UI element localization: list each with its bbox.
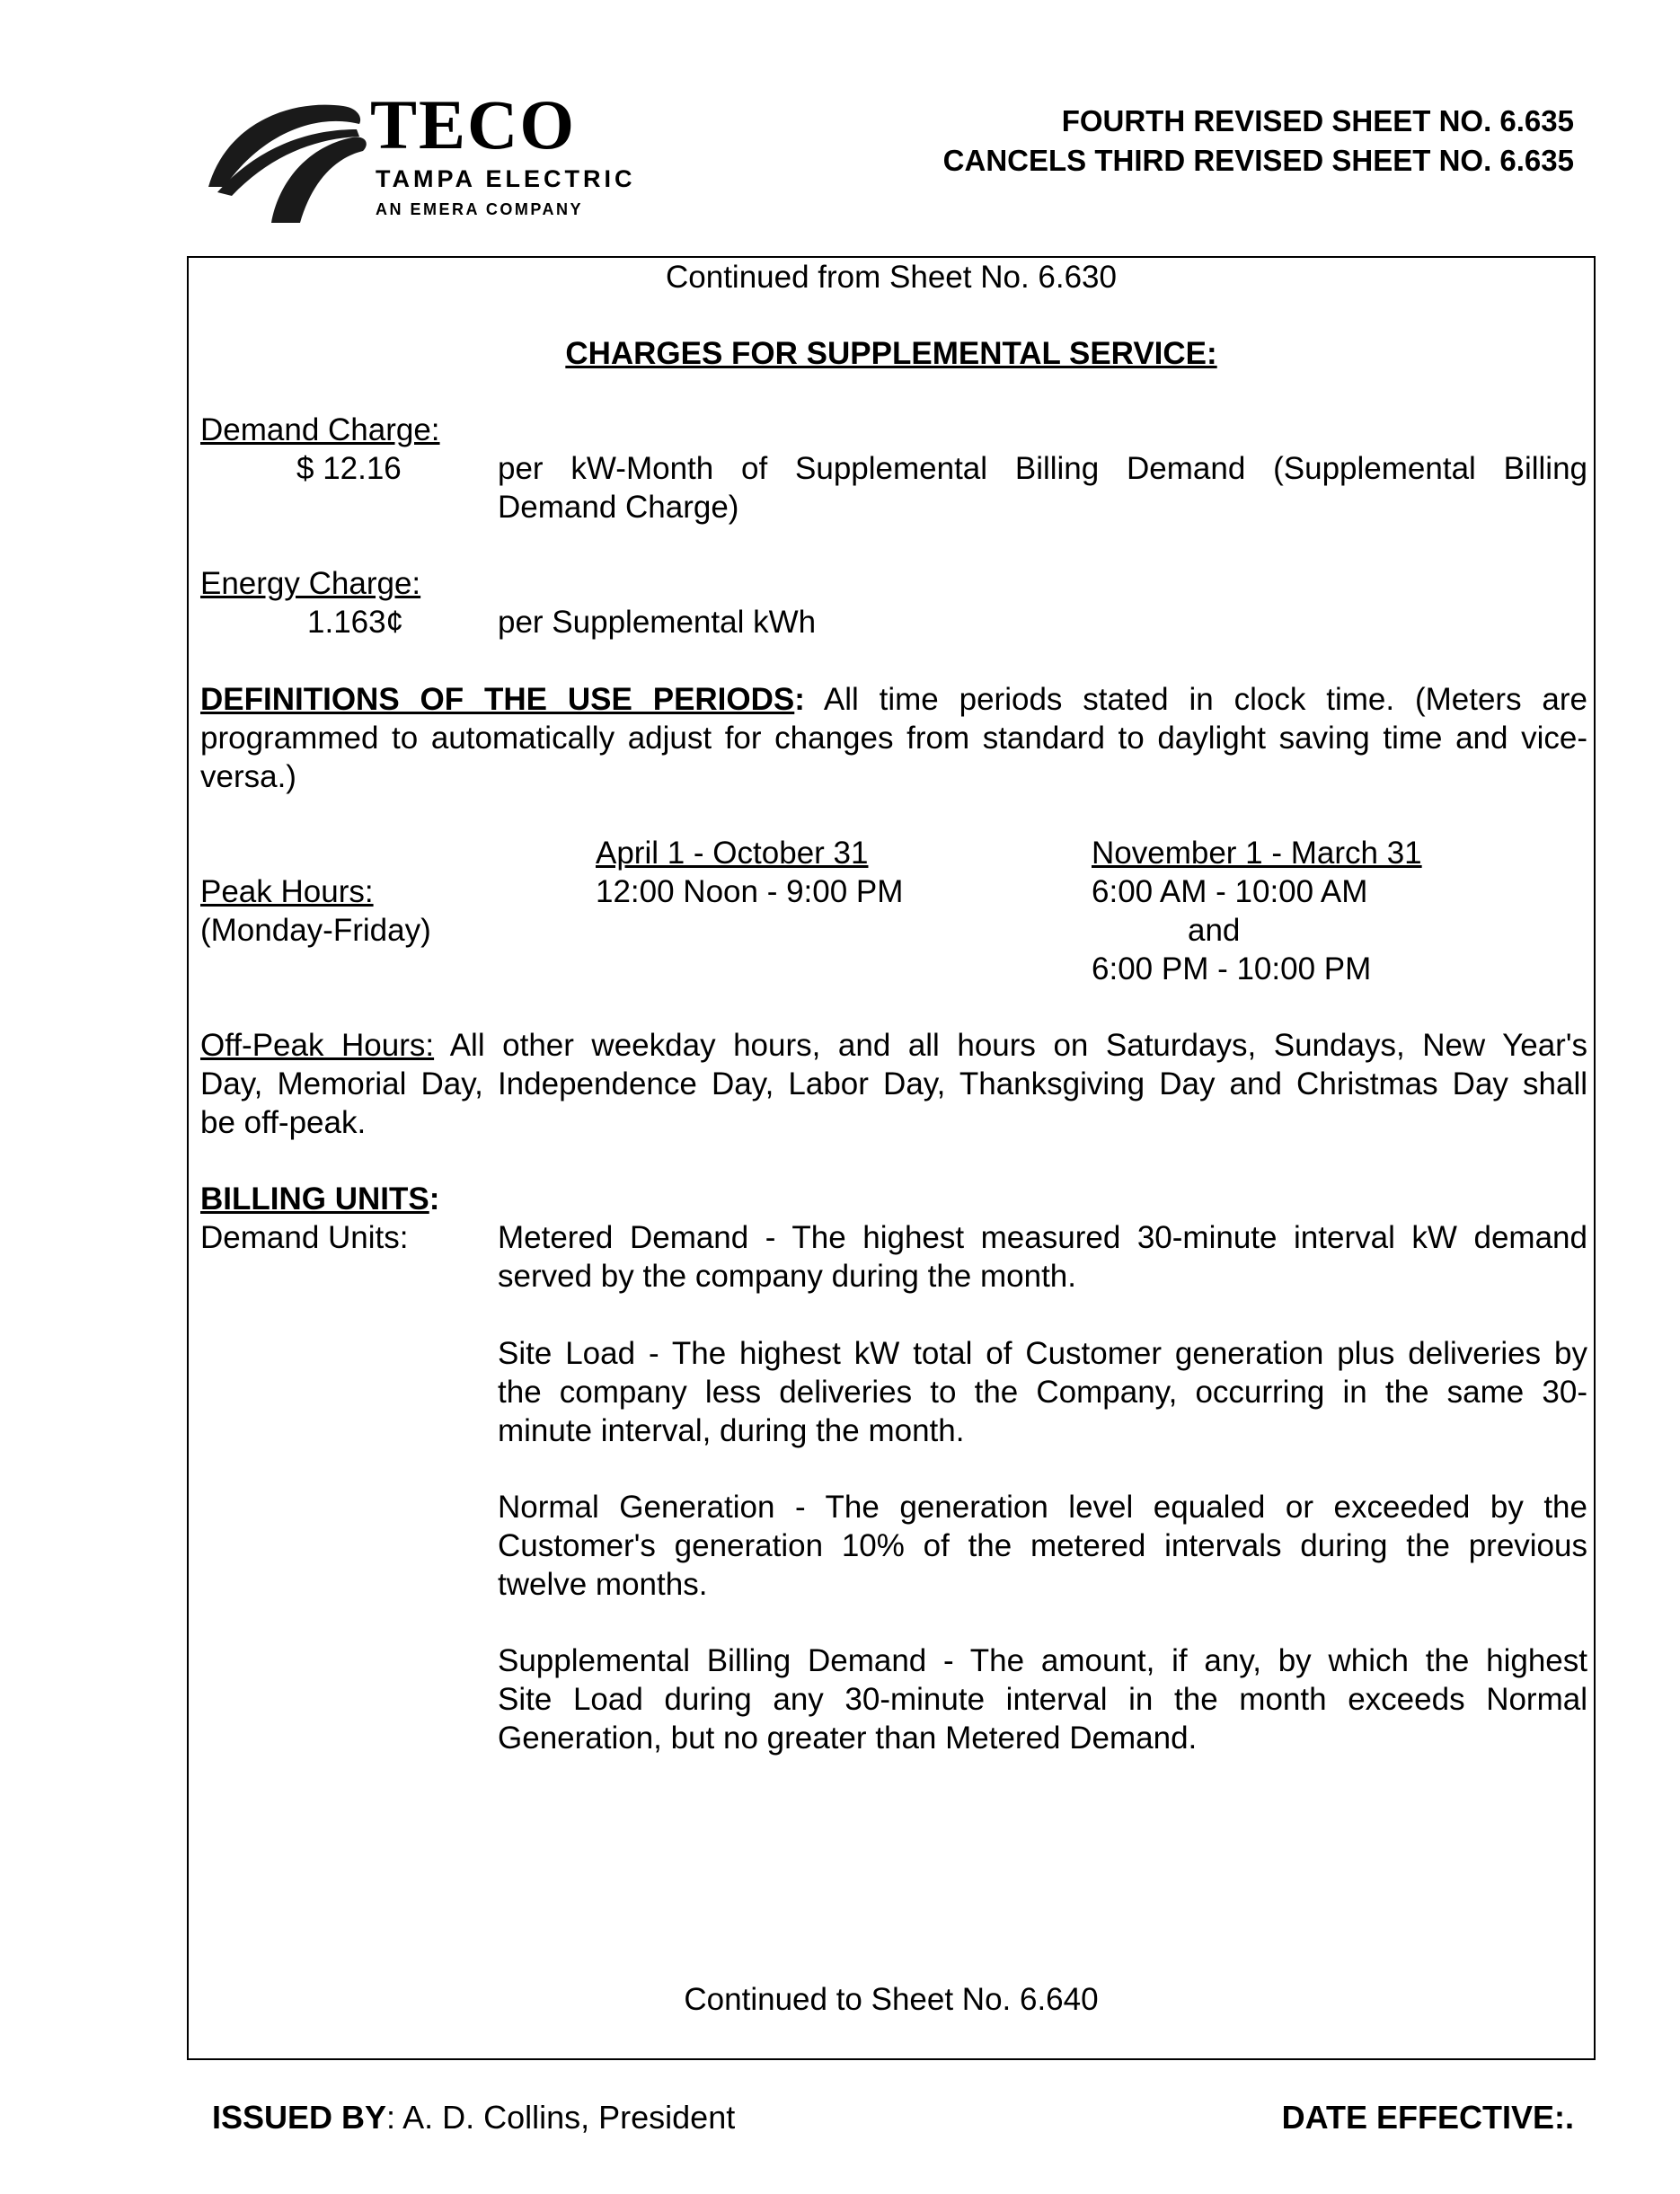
demand-charge-amount: $ 12.16 bbox=[296, 451, 402, 486]
winter-peak-and: and bbox=[1188, 913, 1241, 948]
continued-from-note: Continued from Sheet No. 6.630 bbox=[666, 260, 1117, 295]
off-peak-text: All other weekday hours, and all hours on Saturdays, Sundays, New Year's bbox=[449, 1028, 1588, 1063]
off-peak-line: Day, Memorial Day, Independence Day, Labor Day, Thanksgiving Day and Christmas Day shall bbox=[200, 1066, 1587, 1101]
definitions-line: versa.) bbox=[200, 759, 296, 794]
metered-demand-line: served by the company during the month. bbox=[498, 1259, 1076, 1294]
site-load-line: the company less deliveries to the Company, occurring in the same 30- bbox=[498, 1375, 1587, 1410]
winter-peak-hours-morning: 6:00 AM - 10:00 AM bbox=[1092, 874, 1368, 909]
date-effective: DATE EFFECTIVE:. bbox=[1281, 2099, 1574, 2136]
off-peak-label: Off-Peak Hours: bbox=[200, 1028, 435, 1063]
teco-swoosh-icon bbox=[208, 97, 370, 223]
off-peak-paragraph bbox=[200, 1026, 1587, 1142]
supplemental-billing-line: Supplemental Billing Demand - The amount, if any, by which the highest bbox=[498, 1643, 1587, 1678]
off-peak-line: be off-peak. bbox=[200, 1105, 367, 1140]
winter-period-header: November 1 - March 31 bbox=[1092, 836, 1422, 871]
logo-brand-text: TECO bbox=[370, 85, 577, 164]
definitions-line bbox=[200, 680, 1587, 719]
energy-charge-amount: 1.163¢ bbox=[307, 605, 404, 640]
sheet-number-line: FOURTH REVISED SHEET NO. 6.635 bbox=[1061, 104, 1574, 137]
sheet-number-header bbox=[943, 102, 1574, 181]
site-load-line: minute interval, during the month. bbox=[498, 1413, 965, 1448]
definitions-text: All time periods stated in clock time. (Meters are bbox=[823, 682, 1588, 717]
definitions-paragraph bbox=[200, 680, 1587, 796]
definitions-heading: DEFINITIONS OF THE USE PERIODS bbox=[200, 682, 795, 717]
billing-units-colon: : bbox=[429, 1181, 440, 1216]
billing-units-heading bbox=[200, 1180, 439, 1218]
winter-peak-hours-evening: 6:00 PM - 10:00 PM bbox=[1092, 951, 1372, 986]
normal-generation-definition bbox=[498, 1488, 1587, 1604]
definitions-colon: : bbox=[794, 682, 805, 717]
demand-charge-label: Demand Charge: bbox=[200, 412, 440, 447]
definitions-line: programmed to automatically adjust for changes from standard to daylight saving time and vice- bbox=[200, 721, 1587, 756]
normal-generation-line: twelve months. bbox=[498, 1567, 708, 1602]
demand-charge-description bbox=[498, 449, 1587, 526]
normal-generation-line: Normal Generation - The generation level equaled or exceeded by the bbox=[498, 1490, 1587, 1525]
issued-by-label: ISSUED BY bbox=[212, 2099, 387, 2136]
peak-hours-label: Peak Hours: bbox=[200, 874, 374, 909]
cancels-sheet-line: CANCELS THIRD REVISED SHEET NO. 6.635 bbox=[942, 144, 1574, 177]
continued-to-note: Continued to Sheet No. 6.640 bbox=[684, 1982, 1099, 2017]
site-load-line: Site Load - The highest kW total of Customer generation plus deliveries by bbox=[498, 1336, 1587, 1371]
energy-charge-label: Energy Charge: bbox=[200, 566, 421, 601]
demand-charge-desc-line: per kW-Month of Supplemental Billing Demand (Supplemental Billing bbox=[498, 451, 1587, 486]
supplemental-billing-demand-definition bbox=[498, 1641, 1587, 1757]
metered-demand-definition bbox=[498, 1218, 1587, 1296]
section-title bbox=[189, 334, 1594, 373]
tariff-content-box bbox=[187, 256, 1596, 2060]
site-load-definition bbox=[498, 1334, 1587, 1450]
section-title-text: CHARGES FOR SUPPLEMENTAL SERVICE: bbox=[565, 336, 1217, 371]
issued-by bbox=[212, 2098, 735, 2137]
billing-units-heading-text: BILLING UNITS bbox=[200, 1181, 429, 1216]
summer-period-header: April 1 - October 31 bbox=[596, 836, 869, 871]
supplemental-billing-line: Site Load during any 30-minute interval in the month exceeds Normal bbox=[498, 1682, 1587, 1717]
normal-generation-line: Customer's generation 10% of the metered intervals during the previous bbox=[498, 1528, 1587, 1563]
logo-subtitle: TAMPA ELECTRIC bbox=[376, 165, 636, 192]
summer-peak-hours: 12:00 Noon - 9:00 PM bbox=[596, 874, 904, 909]
energy-charge-description: per Supplemental kWh bbox=[498, 605, 817, 640]
off-peak-line bbox=[200, 1026, 1587, 1065]
company-logo bbox=[208, 85, 694, 223]
supplemental-billing-line: Generation, but no greater than Metered Demand. bbox=[498, 1721, 1198, 1756]
peak-days: (Monday-Friday) bbox=[200, 913, 431, 948]
demand-units-label: Demand Units: bbox=[200, 1220, 409, 1255]
issued-by-colon: : bbox=[386, 2099, 396, 2136]
demand-charge-desc-line: Demand Charge) bbox=[498, 490, 739, 525]
metered-demand-line: Metered Demand - The highest measured 30-minute interval kW demand bbox=[498, 1220, 1587, 1255]
issued-by-name: A. D. Collins, President bbox=[402, 2099, 736, 2136]
logo-tagline: AN EMERA COMPANY bbox=[376, 200, 584, 218]
